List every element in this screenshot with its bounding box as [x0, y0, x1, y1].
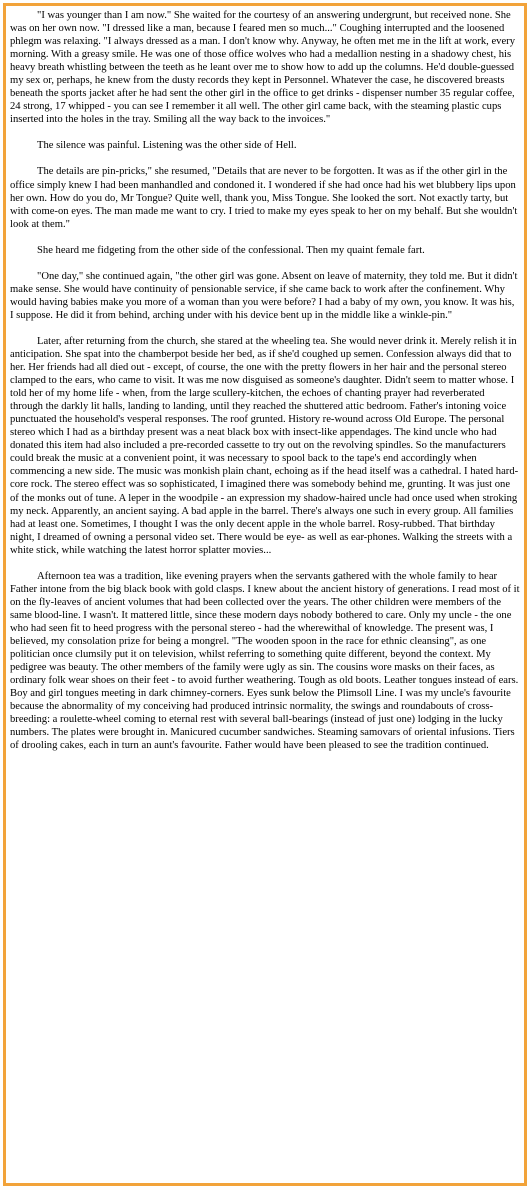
text-frame: [3, 3, 527, 1186]
paragraph: "I was younger than I am now." She waited for the courtesy of an answering undergrunt, but received none. She was on her own now. "I dressed like a man, because I feared men so much..." Coughing interrupted and the loosened phlegm was relaxing. "I always dressed as a man. I don't know why. Anyway, he often met me in the lift at work, every morning. With a greasy smile. He was one of those office wolves who had a medallion nesting in a shadowy chest, his heavy breath whistling between the teeth as he leant over me to show how to add up the columns. He'd double-guessed my sex or, perhaps, he knew from the dusty records they kept in Personnel. Whatever the case, he discovered breasts beneath the sports jacket after he had sent the other girl in the office to get drinks - dispenser number 35 regular coffee, 24 strong, 17 whipped - you can see I remember it all well. The other girl came back, with the steaming plastic cups inserted into the holes in the tray. Smiling all the way back to the invoices.": [10, 10, 515, 126]
paragraph: Afternoon tea was a tradition, like evening prayers when the servants gathered with the whole family to hear Father intone from the big black book with gold clasps. I knew about the ancient history of generations. I read most of it on the fly-leaves of ancient volumes that had been collected over the years. The other children were members of the same blood-line. I wasn't. It mattered little, since these modern days nobody bothered to care. Only my uncle - the one who had seen fit to heed progress with the personal stereo - had the wherewithal of knowledge. The present was, I believed, my consolation prize for being a mongrel. "The wooden spoon in the race for ethnic cleansing", as one politician once clumsily put it on television, whilst referring to something quite different, beyond the context. My pedigree was beauty. The other members of the family were ugly as sin. The cousins wore masks on their faces, as ordinary folk wear shoes on their feet - to avoid further weathering. Tough as old boots. Leather tongues instead of ears. Boy and girl tongues meeting in dark chimney-corners. Eyes sunk below the Plimsoll Line. I was my uncle's favourite because the abnormality of my conceiving had produced intrinsic normality, the swings and roundabouts of cross-breeding: a roulette-wheel coming to eternal rest with several ball-bearings (instead of just one) lodging in the lucky numbers. The plates were brought in. Manicured cucumber sandwiches. Steaming samovars of oriental infusions. Tiers of drooling cakes, each in turn an aunt's favourite. Father would have been pleased to see the tradition continued.: [10, 570, 520, 752]
paragraph: She heard me fidgeting from the other side of the confessional. Then my quaint female fart.: [37, 244, 425, 256]
paragraph: Later, after returning from the church, she stared at the wheeling tea. She would never drink it. Merely relish it in anticipation. She spat into the chamberpot beside her bed, as if she'd coughed up semen. Confession always did that to her. Her friends had all died out - except, of course, the one with the pretty flowers in her hair and the personal stereo clamped to the ears, who came to visit. It was me now disguised as someone's daughter. Didn't seem to matter whose. I told her of my home life - when, from the large scullery-kitchen, the echoes of chanting prayer had reverberated through the darkly lit halls, landing to landing, until they reached the shuttered attic bedroom. Father's intoning voice punctuated the household's vesperal responses. The roof grunted. History re-wound across Old Europe. The personal stereo which I had as a birthday present was a neat black box with insect-like appendages. The kind uncle who had donated this item had also included a pre-recorded cassette to try out on the revolving spindles. So the manufacturers could break the music at a convenient point, it was necessary to spool back to the tape's end accordingly when commencing a new side. The music was monkish plain chant, echoing as if the head itself was a cathedral. I hated hard-core rock. The stereo effect was so sophisticated, I imagined there was somebody behind me, grunting. It was just one of the monks out of tune. A leper in the woodpile - an expression my shadow-haired uncle had once used when stroking my neck. Apparently, an ancient saying. A bad apple in the barrel. There's always one such in every group. All families had at least one. Sometimes, I thought I was the only decent apple in the whole barrel. Rosy-rubbed. That birthday night, I dreamed of owning a personal video set. There would be eye- as well as ear-phones. Walking the streets with a white stick, while watching the latest horror splatter movies...: [10, 335, 519, 556]
paragraph: The silence was painful. Listening was the other side of Hell.: [37, 140, 297, 152]
paragraph: The details are pin-pricks," she resumed, "Details that are never to be forgotten. It was as if the other girl in the office simply knew I had been manhandled and condoned it. I wondered if she had once had his wet blubbery lips upon her own. How do you do, Mr Tongue? Quite well, thank you, Miss Tongue. She looked the sort. Not exactly tarty, but with come-on eyes. The man made me want to cry. I tried to make my eyes speak to her on my behalf. But she wouldn't look at them.": [10, 166, 518, 230]
paragraph: "One day," she continued again, "the other girl was gone. Absent on leave of maternity, they told me. But it didn't make sense. She would have continuity of pensionable service, if she came back to work after the confinement. Why would having babies make you more of a woman than you were before? I had a baby of my own, you know. It was his, I suppose. He did it from behind, arching under with his device bent up in the middle like a winkle-pin.": [10, 270, 518, 321]
